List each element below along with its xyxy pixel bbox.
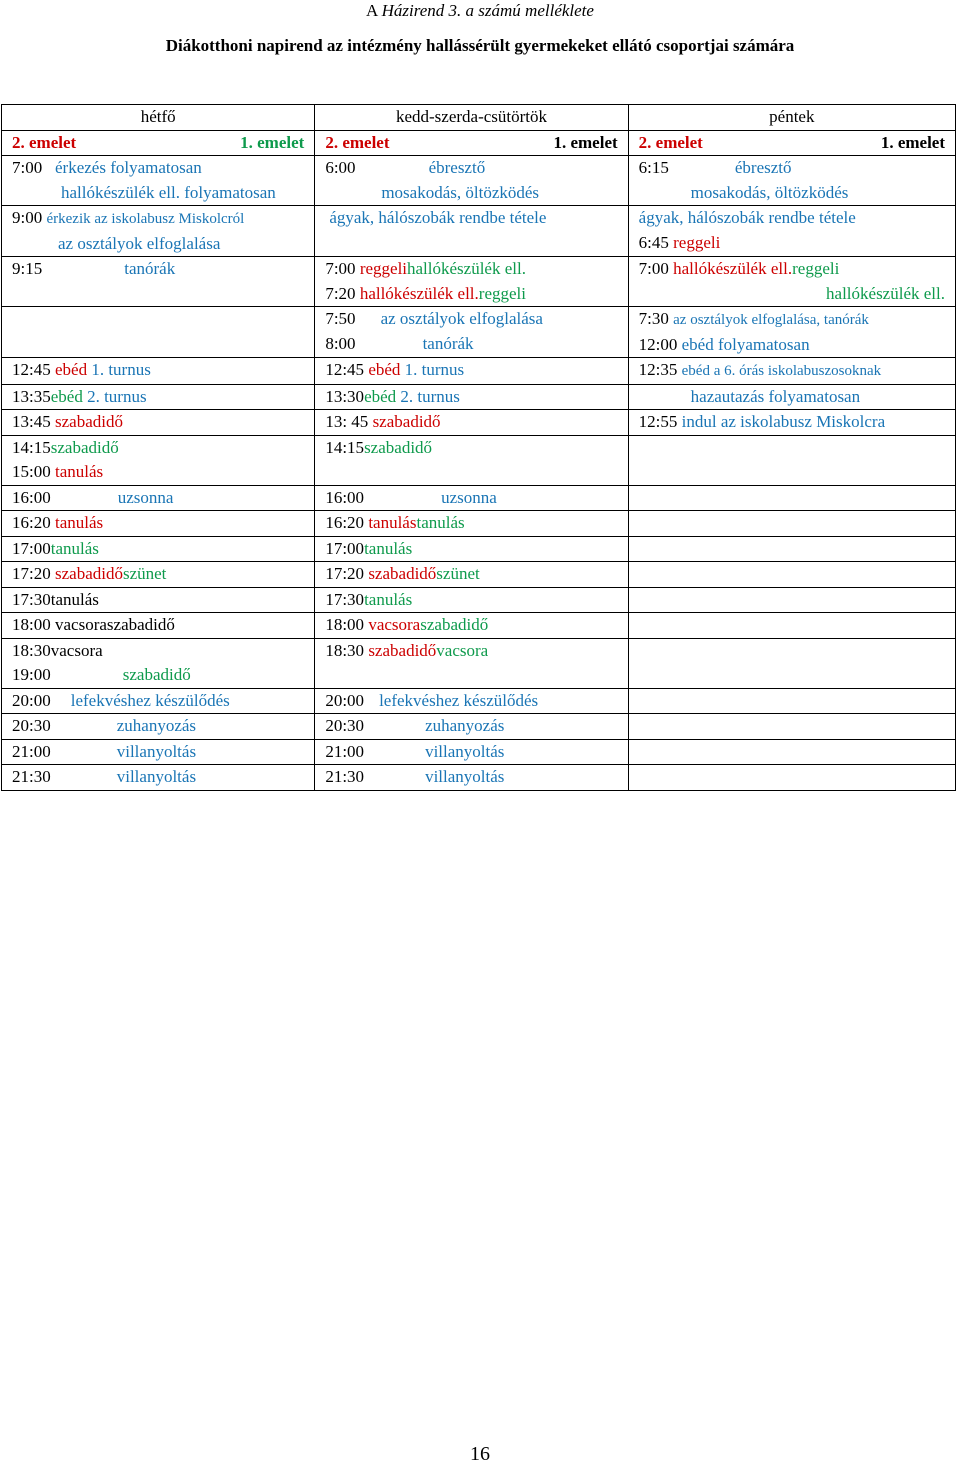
time: 13:35 bbox=[12, 386, 51, 406]
cell-tue bbox=[315, 511, 628, 537]
col-header-mon: hétfő bbox=[2, 105, 315, 131]
time: 13:30 bbox=[325, 386, 365, 406]
activity: tanórák bbox=[422, 333, 474, 353]
activity: tanórák bbox=[124, 259, 176, 278]
document-subtitle: Diákotthoni napirend az intézmény hallássérült gyermekeket ellátó csoportjai számára bbox=[165, 36, 795, 55]
time: 16:00 bbox=[325, 487, 365, 507]
activity: villanyoltás bbox=[425, 767, 505, 786]
cell-tue bbox=[315, 435, 628, 485]
cell-fri-empty bbox=[628, 562, 955, 588]
schedule-table bbox=[1, 104, 956, 791]
activity: mosakodás, öltözködés bbox=[690, 182, 849, 202]
time: 12:45 bbox=[12, 360, 51, 379]
activity: az osztályok elfoglalása bbox=[58, 233, 221, 253]
table-row bbox=[2, 511, 956, 537]
cell-fri-empty bbox=[628, 511, 955, 537]
activity: indul az iskolabusz Miskolcra bbox=[681, 412, 886, 431]
time: 17:20 bbox=[12, 564, 51, 583]
activity: az osztályok elfoglalása bbox=[380, 309, 543, 328]
activity: hallókészülék ell. bbox=[826, 283, 945, 303]
cell-tue bbox=[315, 587, 628, 613]
time: 12:45 bbox=[325, 360, 365, 379]
cell-mon bbox=[2, 739, 315, 765]
time: 21:00 bbox=[325, 741, 365, 761]
activity: ebéd bbox=[54, 360, 88, 379]
activity: uzsonna bbox=[441, 487, 497, 507]
activity: ébresztő bbox=[428, 158, 486, 177]
table-row bbox=[2, 613, 956, 639]
time: 14:15 bbox=[325, 437, 365, 457]
table-row bbox=[2, 587, 956, 613]
table-row bbox=[2, 536, 956, 562]
time: 8:00 bbox=[325, 333, 356, 353]
time: 6:15 bbox=[638, 158, 669, 177]
table-row bbox=[2, 739, 956, 765]
activity: szabadidő bbox=[368, 564, 437, 583]
time: 15:00 bbox=[12, 462, 51, 481]
activity: vacsora bbox=[54, 615, 107, 634]
activity: szabadidő bbox=[372, 412, 441, 431]
time: 7:50 bbox=[325, 309, 356, 328]
activity: tanulás bbox=[364, 589, 413, 609]
activity: reggeli bbox=[478, 283, 526, 303]
time: 12:00 bbox=[638, 334, 678, 354]
time: 7:00 bbox=[12, 158, 43, 177]
cell-tue bbox=[315, 307, 628, 358]
time: 20:30 bbox=[325, 716, 365, 735]
activity: szünet bbox=[122, 564, 167, 583]
activity: hallókészülék ell. folyamatosan bbox=[61, 182, 276, 202]
activity: ágyak, hálószobák rendbe tétele bbox=[638, 208, 856, 227]
cell-fri bbox=[628, 156, 955, 206]
table-row bbox=[2, 257, 956, 307]
cell-fri-empty bbox=[628, 485, 955, 511]
cell-mon bbox=[2, 257, 315, 307]
cell-fri bbox=[628, 358, 955, 385]
activity: szünet bbox=[436, 564, 480, 583]
activity: villanyoltás bbox=[425, 741, 505, 761]
table-row bbox=[2, 638, 956, 688]
time: 12:55 bbox=[638, 412, 678, 431]
activity: hallókészülék ell. bbox=[359, 283, 479, 303]
activity: az osztályok elfoglalása, tanórák bbox=[673, 312, 869, 328]
cell-fri bbox=[628, 257, 955, 307]
activity: érkezés folyamatosan bbox=[54, 158, 202, 177]
floor1-label: 1. emelet bbox=[240, 132, 305, 152]
table-row bbox=[2, 410, 956, 436]
time: 14:15 bbox=[12, 437, 51, 457]
turnus: 1. turnus bbox=[91, 360, 151, 379]
activity: szabadidő bbox=[364, 437, 433, 457]
cell-fri-empty bbox=[628, 536, 955, 562]
cell-tue bbox=[315, 257, 628, 307]
activity: szabadidő bbox=[54, 564, 123, 583]
floor2-label: 2. emelet bbox=[325, 132, 390, 152]
table-row bbox=[2, 714, 956, 740]
activity: vacsora bbox=[368, 615, 421, 634]
header-prefix: A bbox=[366, 1, 382, 20]
cell-mon bbox=[2, 587, 315, 613]
activity: lefekvéshez készülődés bbox=[379, 690, 539, 710]
activity: ebéd bbox=[368, 360, 401, 379]
table-row bbox=[2, 358, 956, 385]
table-row bbox=[2, 156, 956, 206]
cell-fri-empty bbox=[628, 613, 955, 639]
cell-fri bbox=[628, 307, 955, 358]
activity: ebéd bbox=[50, 386, 83, 406]
time: 13:45 bbox=[12, 412, 51, 431]
activity: tanulás bbox=[54, 462, 104, 481]
time: 17:30 bbox=[325, 589, 365, 609]
time: 16:20 bbox=[325, 513, 365, 532]
time: 16:20 bbox=[12, 513, 51, 532]
time: 18:30 bbox=[325, 640, 365, 660]
time: 21:30 bbox=[12, 767, 51, 786]
time: 7:00 bbox=[325, 259, 356, 278]
time: 19:00 bbox=[12, 665, 51, 684]
activity: ébresztő bbox=[734, 158, 792, 177]
floor2-label: 2. emelet bbox=[638, 132, 703, 152]
cell-fri-empty bbox=[628, 435, 955, 485]
activity: érkezik az iskolabusz Miskolcról bbox=[46, 211, 245, 227]
cell-fri bbox=[628, 410, 955, 436]
activity: szabadidő bbox=[50, 437, 119, 457]
cell-tue bbox=[315, 562, 628, 588]
cell-fri bbox=[628, 384, 955, 410]
time: 20:30 bbox=[12, 716, 51, 735]
time: 17:00 bbox=[12, 538, 51, 558]
activity: szabadidő bbox=[106, 615, 175, 634]
cell-fri bbox=[628, 206, 955, 257]
activity: tanulás bbox=[54, 513, 104, 532]
cell-mon bbox=[2, 410, 315, 436]
cell-tue bbox=[315, 384, 628, 410]
time: 7:20 bbox=[325, 283, 356, 303]
time: 6:00 bbox=[325, 158, 356, 177]
activity: mosakodás, öltözködés bbox=[381, 182, 540, 202]
cell-mon bbox=[2, 714, 315, 740]
header-title: Házirend 3. a számú melléklete bbox=[381, 1, 594, 20]
activity: villanyoltás bbox=[116, 741, 197, 761]
activity: ebéd bbox=[364, 386, 397, 406]
time: 21:00 bbox=[12, 741, 51, 761]
cell-fri-empty bbox=[628, 638, 955, 688]
cell-mon bbox=[2, 206, 315, 257]
col-header-tue-thu: kedd-szerda-csütörtök bbox=[315, 105, 628, 131]
table-row bbox=[2, 562, 956, 588]
page-number: 16 bbox=[470, 1443, 490, 1465]
cell-mon bbox=[2, 765, 315, 791]
time: 6:45 bbox=[638, 232, 669, 252]
table-row bbox=[2, 206, 956, 257]
table-row-days bbox=[2, 105, 956, 131]
time: 17:20 bbox=[325, 564, 365, 583]
cell-tue bbox=[315, 765, 628, 791]
cell-mon bbox=[2, 688, 315, 714]
cell-tue bbox=[315, 410, 628, 436]
cell-fri-empty bbox=[628, 714, 955, 740]
cell-tue bbox=[315, 714, 628, 740]
cell-mon bbox=[2, 485, 315, 511]
activity: vacsora bbox=[50, 640, 103, 660]
time: 20:00 bbox=[325, 690, 365, 710]
time: 16:00 bbox=[12, 487, 51, 507]
cell-tue bbox=[315, 206, 628, 257]
time: 7:30 bbox=[638, 309, 669, 328]
time: 18:00 bbox=[12, 615, 51, 634]
activity: reggeli bbox=[673, 232, 721, 252]
turnus: 1. turnus bbox=[404, 360, 465, 379]
activity: lefekvéshez készülődés bbox=[70, 690, 230, 710]
floor2-label: 2. emelet bbox=[12, 132, 77, 152]
time: 9:15 bbox=[12, 259, 43, 278]
activity: zuhanyozás bbox=[116, 716, 197, 735]
floors-tue bbox=[315, 130, 628, 156]
time: 18:00 bbox=[325, 615, 365, 634]
cell-fri-empty bbox=[628, 765, 955, 791]
time: 7:00 bbox=[638, 259, 669, 278]
cell-mon bbox=[2, 638, 315, 688]
activity: szabadidő bbox=[420, 615, 489, 634]
time: 21:30 bbox=[325, 767, 365, 786]
activity: reggeli bbox=[359, 259, 408, 278]
floor1-label: 1. emelet bbox=[880, 132, 945, 152]
cell-mon bbox=[2, 613, 315, 639]
table-row bbox=[2, 765, 956, 791]
col-header-fri: péntek bbox=[628, 105, 955, 131]
activity: uzsonna bbox=[117, 487, 174, 507]
cell-mon bbox=[2, 511, 315, 537]
activity: hazautazás folyamatosan bbox=[690, 386, 861, 406]
activity: ebéd a 6. órás iskolabuszosoknak bbox=[681, 363, 882, 379]
cell-fri-empty bbox=[628, 739, 955, 765]
activity: hallókészülék ell. bbox=[673, 259, 793, 278]
cell-mon bbox=[2, 435, 315, 485]
turnus: 2. turnus bbox=[400, 386, 460, 406]
document-header bbox=[0, 1, 960, 21]
table-row bbox=[2, 435, 956, 485]
activity: ágyak, hálószobák rendbe tétele bbox=[329, 208, 547, 227]
cell-mon bbox=[2, 384, 315, 410]
cell-fri-empty bbox=[628, 587, 955, 613]
activity: hallókészülék ell. bbox=[407, 259, 526, 278]
turnus: 2. turnus bbox=[87, 386, 147, 406]
floors-fri bbox=[628, 130, 955, 156]
cell-tue bbox=[315, 613, 628, 639]
activity: zuhanyozás bbox=[425, 716, 505, 735]
table-row bbox=[2, 485, 956, 511]
cell-mon bbox=[2, 562, 315, 588]
cell-tue bbox=[315, 485, 628, 511]
cell-tue bbox=[315, 739, 628, 765]
floor1-label: 1. emelet bbox=[553, 132, 618, 152]
table-row bbox=[2, 384, 956, 410]
activity: reggeli bbox=[792, 259, 840, 278]
table-row bbox=[2, 307, 956, 358]
activity: tanulás bbox=[364, 538, 413, 558]
activity: tanulás bbox=[368, 513, 417, 532]
time: 18:30 bbox=[12, 640, 51, 660]
time: 9:00 bbox=[12, 208, 43, 227]
activity: tanulás bbox=[416, 513, 465, 532]
activity: vacsora bbox=[436, 640, 489, 660]
cell-mon-empty bbox=[2, 307, 315, 358]
cell-tue bbox=[315, 358, 628, 385]
cell-fri-empty bbox=[628, 688, 955, 714]
activity: ebéd folyamatosan bbox=[681, 334, 810, 354]
cell-mon bbox=[2, 156, 315, 206]
activity: szabadidő bbox=[368, 640, 437, 660]
cell-tue bbox=[315, 536, 628, 562]
cell-mon bbox=[2, 536, 315, 562]
time: 12:35 bbox=[638, 360, 678, 379]
activity: szabadidő bbox=[54, 412, 123, 431]
time: 20:00 bbox=[12, 690, 51, 710]
activity: tanulás bbox=[50, 538, 99, 558]
activity: tanulás bbox=[50, 589, 99, 609]
activity: szabadidő bbox=[122, 665, 191, 684]
cell-tue bbox=[315, 688, 628, 714]
time: 17:00 bbox=[325, 538, 365, 558]
cell-mon bbox=[2, 358, 315, 385]
cell-tue bbox=[315, 638, 628, 688]
floors-mon bbox=[2, 130, 315, 156]
table-row-floors bbox=[2, 130, 956, 156]
cell-tue bbox=[315, 156, 628, 206]
table-row bbox=[2, 688, 956, 714]
activity: villanyoltás bbox=[116, 767, 197, 786]
time: 17:30 bbox=[12, 589, 51, 609]
time: 13: 45 bbox=[325, 412, 369, 431]
